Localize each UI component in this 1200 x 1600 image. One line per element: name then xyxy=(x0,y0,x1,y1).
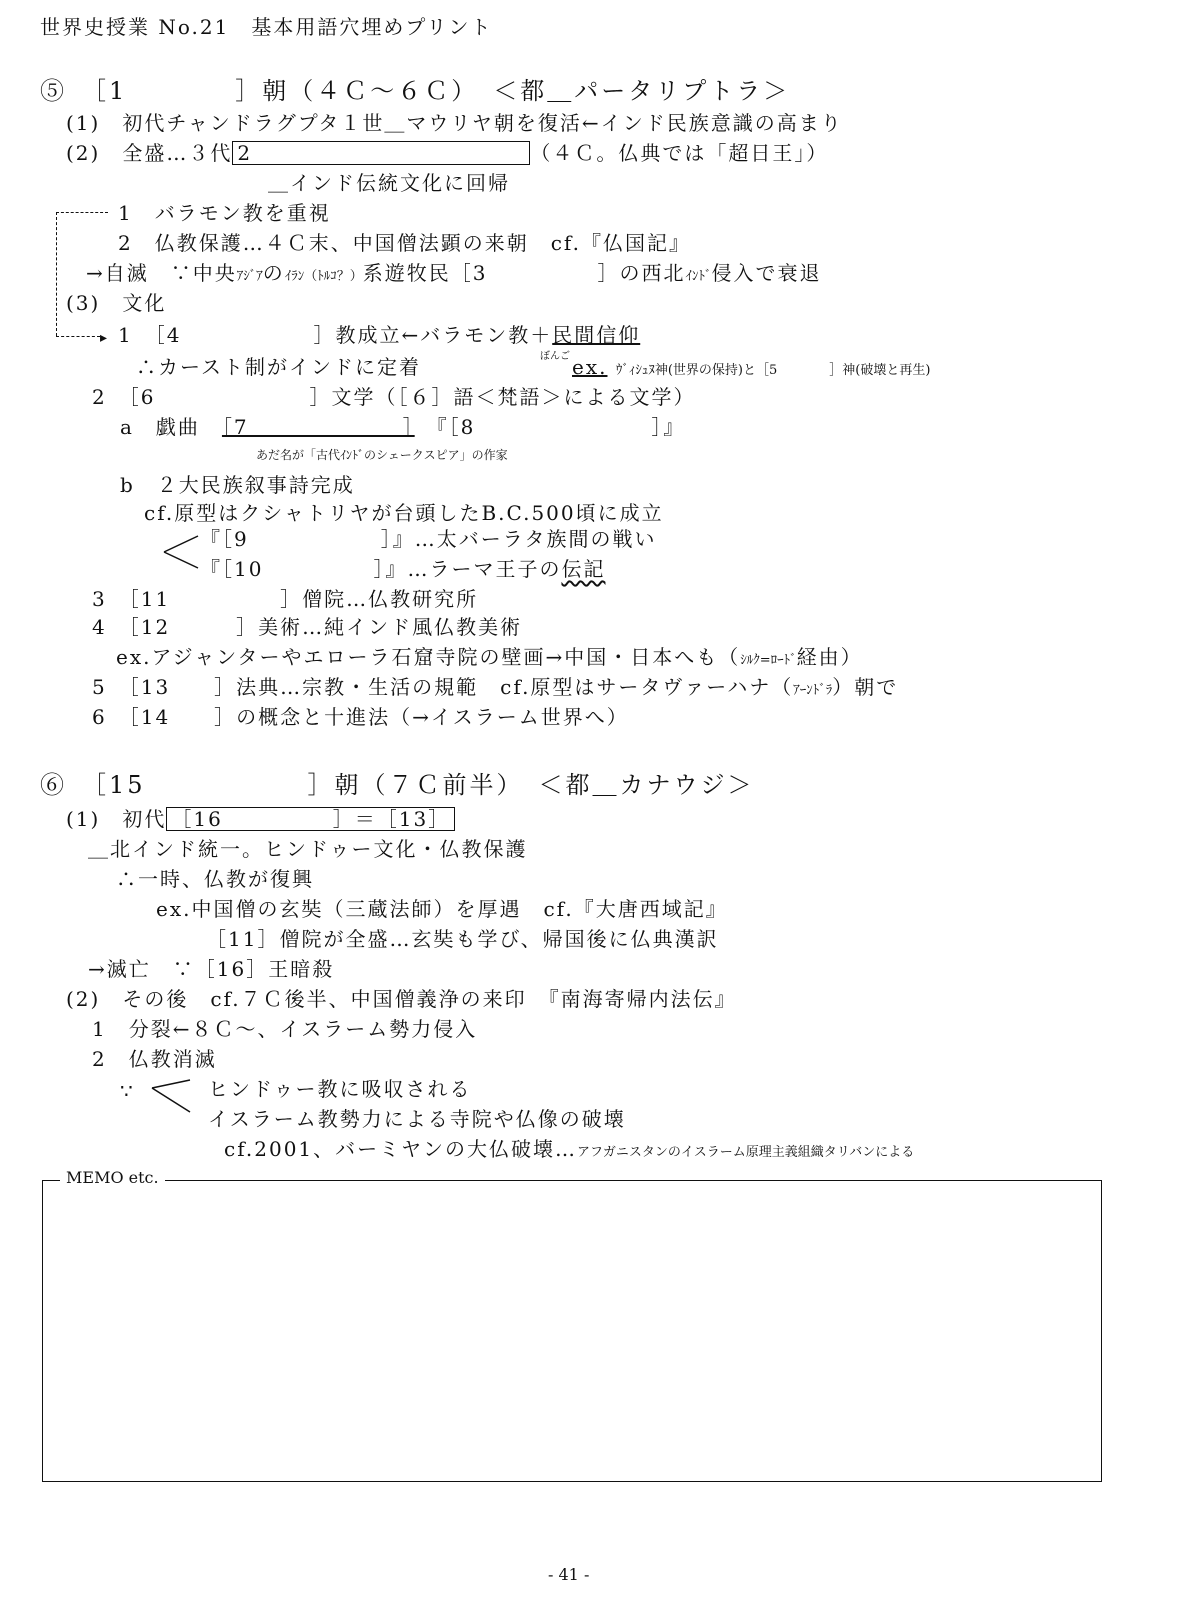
sec5-line18: 4 ［12 ］美術…純インド風仏教美術 xyxy=(92,615,523,639)
sec6-line10: ヒンドゥー教に吸収される xyxy=(208,1077,472,1101)
sec5-line11-b: 『［8 ］』 xyxy=(436,415,686,439)
sec6-line6: →滅亡 ∵［16］王暗殺 xyxy=(88,957,335,981)
sec5-line17: 3 ［11 ］僧院…仏教研究所 xyxy=(92,587,479,611)
sec6-line5: ［11］僧院が全盛…玄奘も学び、帰国後に仏典漢訳 xyxy=(206,927,719,951)
blank-box-2: 2 xyxy=(232,141,530,165)
sec5-line2-tail: （４Ｃ。仏典では「超日王」） xyxy=(530,141,829,165)
sec5-line6-a: →自滅 ∵中央 xyxy=(86,261,237,285)
sec5-line6-b: の xyxy=(262,261,285,285)
sec6-line3: ∴一時、仏教が復興 xyxy=(116,867,314,891)
dashed-connector-bottom xyxy=(56,336,100,337)
sec5-line20-s: ｱｰﾝﾄﾞﾗ xyxy=(793,683,833,698)
sec5-line11-u: ［7 ］ xyxy=(221,415,415,439)
sec5-line13: b ２大民族叙事詩完成 xyxy=(120,473,355,497)
sec5-line11-a: a 戯曲 xyxy=(120,415,200,439)
sec5-line10: 2 ［6 ］文学（［６］語＜梵語＞による文学） xyxy=(92,385,696,409)
sec5-line21: 6 ［14 ］の概念と十進法（→イスラーム世界へ） xyxy=(92,705,629,729)
sec5-line9-s: ｳﾞｨｼｭﾇ神(世界の保持)と［5 ］神(破壊と再生) xyxy=(615,363,931,378)
sec5-line4: 1 バラモン教を重視 xyxy=(118,201,331,225)
section5-title: ⑤ ［1 ］朝（４Ｃ～６Ｃ） ＜都＿パータリプトラ＞ xyxy=(40,77,791,105)
sec5-line19-b: 経由） xyxy=(796,645,863,669)
sec6-line8: 1 分裂←８Ｃ～、イスラーム勢力侵入 xyxy=(92,1017,478,1041)
dashed-connector-vertical xyxy=(56,212,57,336)
sec5-line6-d: 侵入で衰退 xyxy=(711,261,822,285)
sec5-line20 xyxy=(92,674,898,704)
sec5-line20-a: 5 ［13 ］法典…宗教・生活の規範 cf.原型はサータヴァーハナ（ xyxy=(92,675,794,699)
sec5-line5: 2 仏教保護…４Ｃ末、中国僧法顕の来朝 cf.『仏国記』 xyxy=(118,231,691,255)
sec5-line9-ex: ex. xyxy=(572,355,608,379)
sec5-line16-a: 『［10 ］』…ラーマ王子の xyxy=(200,557,562,581)
sec6-blank-box: ［16 ］＝［13］ xyxy=(166,807,455,831)
sec5-line6 xyxy=(86,260,822,290)
sec5-line20-b: ）朝で xyxy=(832,675,899,699)
sec5-line19-s: ｼﾙｸ=ﾛｰﾄﾞ xyxy=(740,653,797,668)
sec6-because: ∵ xyxy=(120,1079,135,1103)
sec5-line9-a: ∴カースト制がインドに定着 xyxy=(136,355,421,379)
sec6-line11: イスラーム教勢力による寺院や仏像の破壊 xyxy=(208,1107,626,1131)
sec5-line19 xyxy=(116,644,863,674)
sec5-line6-s1: ｱｼﾞｱ xyxy=(236,269,263,284)
section6-title: ⑥ ［15 ］朝（７Ｃ前半） ＜都＿カナウジ＞ xyxy=(40,771,755,799)
sec6-line12-s: アフガニスタンのイスラーム原理主義組織タリバンによる xyxy=(576,1145,915,1160)
page-number: - 41 - xyxy=(548,1565,590,1584)
sec6-line7: (2) その後 cf.７Ｃ後半、中国僧義浄の来印 『南海寄帰内法伝』 xyxy=(66,987,737,1011)
page-title: 世界史授業 No.21 基本用語穴埋めプリント xyxy=(40,15,493,39)
sec5-line9 xyxy=(136,354,421,380)
sec5-line16 xyxy=(200,556,605,582)
sec6-line12 xyxy=(224,1136,914,1166)
sec5-line8-a: 1 ［4 ］教成立←バラモン教＋ xyxy=(118,323,553,347)
sec5-line9-right xyxy=(572,354,930,384)
sec5-line2-text: (2) 全盛…３代 xyxy=(66,141,233,165)
sec5-line19-a: ex.アジャンターやエローラ石窟寺院の壁画→中国・日本へも（ xyxy=(116,645,741,669)
sec5-line3: ＿インド伝統文化に回帰 xyxy=(268,171,510,195)
sec6-line1-a: (1) 初代 xyxy=(66,807,167,831)
sec5-line2 xyxy=(66,140,828,166)
sec6-line12-a: cf.2001、バーミヤンの大仏破壊… xyxy=(224,1137,577,1161)
sec5-line12: あだ名が「古代ｲﾝﾄﾞのシェークスピア」の作家 xyxy=(256,448,508,462)
branch-bracket-icon-2 xyxy=(148,1074,192,1118)
sec5-line1: (1) 初代チャンドラグプタ１世＿マウリヤ朝を復活←インド民族意識の高まり xyxy=(66,111,843,135)
sec5-line11 xyxy=(120,414,685,440)
sec5-line16-wavy: 伝記 xyxy=(561,557,606,581)
sec5-line7: (3) 文化 xyxy=(66,291,167,315)
sec5-line8-underlined: 民間信仰 xyxy=(552,323,641,347)
memo-label: MEMO etc. xyxy=(60,1168,165,1187)
sec6-line1 xyxy=(66,806,455,832)
branch-bracket-icon xyxy=(160,532,200,572)
memo-box[interactable] xyxy=(42,1180,1102,1482)
dashed-arrow-icon: ▸ xyxy=(100,330,108,346)
sec6-line2: ＿北インド統一。ヒンドゥー文化・仏教保護 xyxy=(88,837,528,861)
sec5-line6-s2: ｲﾗﾝ（ﾄﾙｺ？） xyxy=(284,269,363,284)
sec5-ruby: ぼんご xyxy=(540,351,570,362)
sec5-line14: cf.原型はクシャトリヤが台頭したB.C.500頃に成立 xyxy=(144,501,664,525)
dashed-connector-top xyxy=(56,212,108,213)
sec5-line6-c: 系遊牧民［3 ］の西北 xyxy=(362,261,686,285)
sec5-line6-s3: ｲﾝﾄﾞ xyxy=(685,269,712,284)
sec6-line4: ex.中国僧の玄奘（三蔵法師）を厚遇 cf.『大唐西域記』 xyxy=(156,897,728,921)
sec6-line9: 2 仏教消滅 xyxy=(92,1047,217,1071)
sec5-line15: 『［9 ］』…太バーラタ族間の戦い xyxy=(200,527,657,551)
